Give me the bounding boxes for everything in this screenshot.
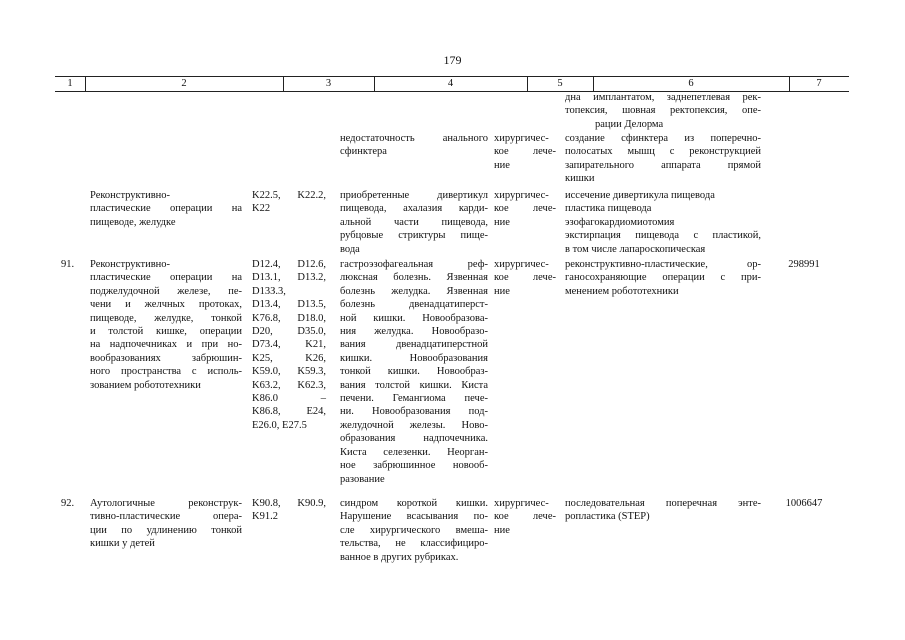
column-header-4: 4 xyxy=(447,78,454,89)
subrow-treatment: хирургичес- кое лече- ние xyxy=(494,190,556,228)
row-92-condition: синдром короткой кишки. Нарушение всасывания по- сле хирургического вмеша- тельства, не классифициро- ванное в других рубриках. xyxy=(340,498,488,563)
column-header-2: 2 xyxy=(181,78,187,89)
row-91-name: Реконструктивно- пластические операции на поджелудочной железе, пе- чени и желчных протоках, пищеводе, желудке, тонкой и толстой кишке, операции на надпочечниках и при но- вообразованиях забрюшин- ного пространства с исполь- зованием робототехники xyxy=(90,259,242,391)
column-header-7: 7 xyxy=(816,78,822,89)
column-header-1: 1 xyxy=(67,78,73,89)
continuation-methods: создание сфинктера из поперечно- полосатых мышц с реконструкцией запирательного аппарата прямой кишки xyxy=(565,133,761,185)
continuation-condition: недостаточность анального сфинктера xyxy=(340,133,488,158)
subrow-condition: приобретенные дивертикул пищевода, ахалазия карди- альной части пищевода, рубцовые стриктуры пище- вода xyxy=(340,190,488,255)
row-92-name: Аутологичные реконструк- тивно-пластические опера- ции по удлинению тонкой кишки у детей xyxy=(90,498,242,550)
row-91-treatment: хирургичес- кое лече- ние xyxy=(494,259,556,297)
row-92-number: 92. xyxy=(61,498,75,509)
row-92-cost: 1006647 xyxy=(785,498,823,509)
row-91-number: 91. xyxy=(61,259,75,270)
column-header-5: 5 xyxy=(557,78,563,89)
column-header-3: 3 xyxy=(325,78,332,89)
continuation-treatment: хирургичес- кое лече- ние xyxy=(494,133,556,171)
continuation-methods-top: дна имплантатом, заднепетлевая рек- топексия, шовная ректопексия, опе- рации Делорма xyxy=(565,92,761,130)
row-91-cost: 298991 xyxy=(788,259,820,270)
row-92-treatment: хирургичес- кое лече- ние xyxy=(494,498,556,536)
column-header-6: 6 xyxy=(688,78,694,89)
subrow-name: Реконструктивно- пластические операции на пищеводе, желудке xyxy=(90,190,242,228)
page-number: 179 xyxy=(443,53,462,67)
column-header-row xyxy=(55,76,849,92)
subrow-codes: K22.5, K22.2, K22 xyxy=(252,190,326,215)
row-92-codes: K90.8, K90.9, K91.2 xyxy=(252,498,326,523)
subrow-methods: иссечение дивертикула пищевода пластика пищевода эзофагокардиомиотомия экстирпация пищевода с пластикой, в том числе лапароскопическая xyxy=(565,190,761,255)
row-91-condition: гастроэзофагеальная реф- люксная болезнь. Язвенная болезнь желудка. Язвенная болезнь двенадцатиперст- ной кишки. Новообразова- ния желудка. Новообразо- вания двенадцатиперстной кишки. Новообразования тонкой кишки. Новообраз- вания толстой кишки. Киста печени. Гемангиома пече- ни. Новообразования под- желудочной железы. Ново- образования надпочечника. Киста селезенки. Неорган- ное забрюшинное новооб- разование xyxy=(340,259,488,485)
row-91-methods: реконструктивно-пластические, ор- ганосохраняющие операции с при- менением робототехники xyxy=(565,259,761,297)
row-91-codes: D12.4, D12.6, D13.1, D13.2, D13З.3, D13.4, D13.5, K76.8, D18.0, D20, D35.0, D73.4, K21, K25, K26, K59.0, K59.3, K63.2, K62.3, K86.0 – K86.8, E24, E26.0, E27.5 xyxy=(252,259,326,431)
row-92-methods: последовательная поперечная энте- ропластика (STEP) xyxy=(565,498,761,523)
